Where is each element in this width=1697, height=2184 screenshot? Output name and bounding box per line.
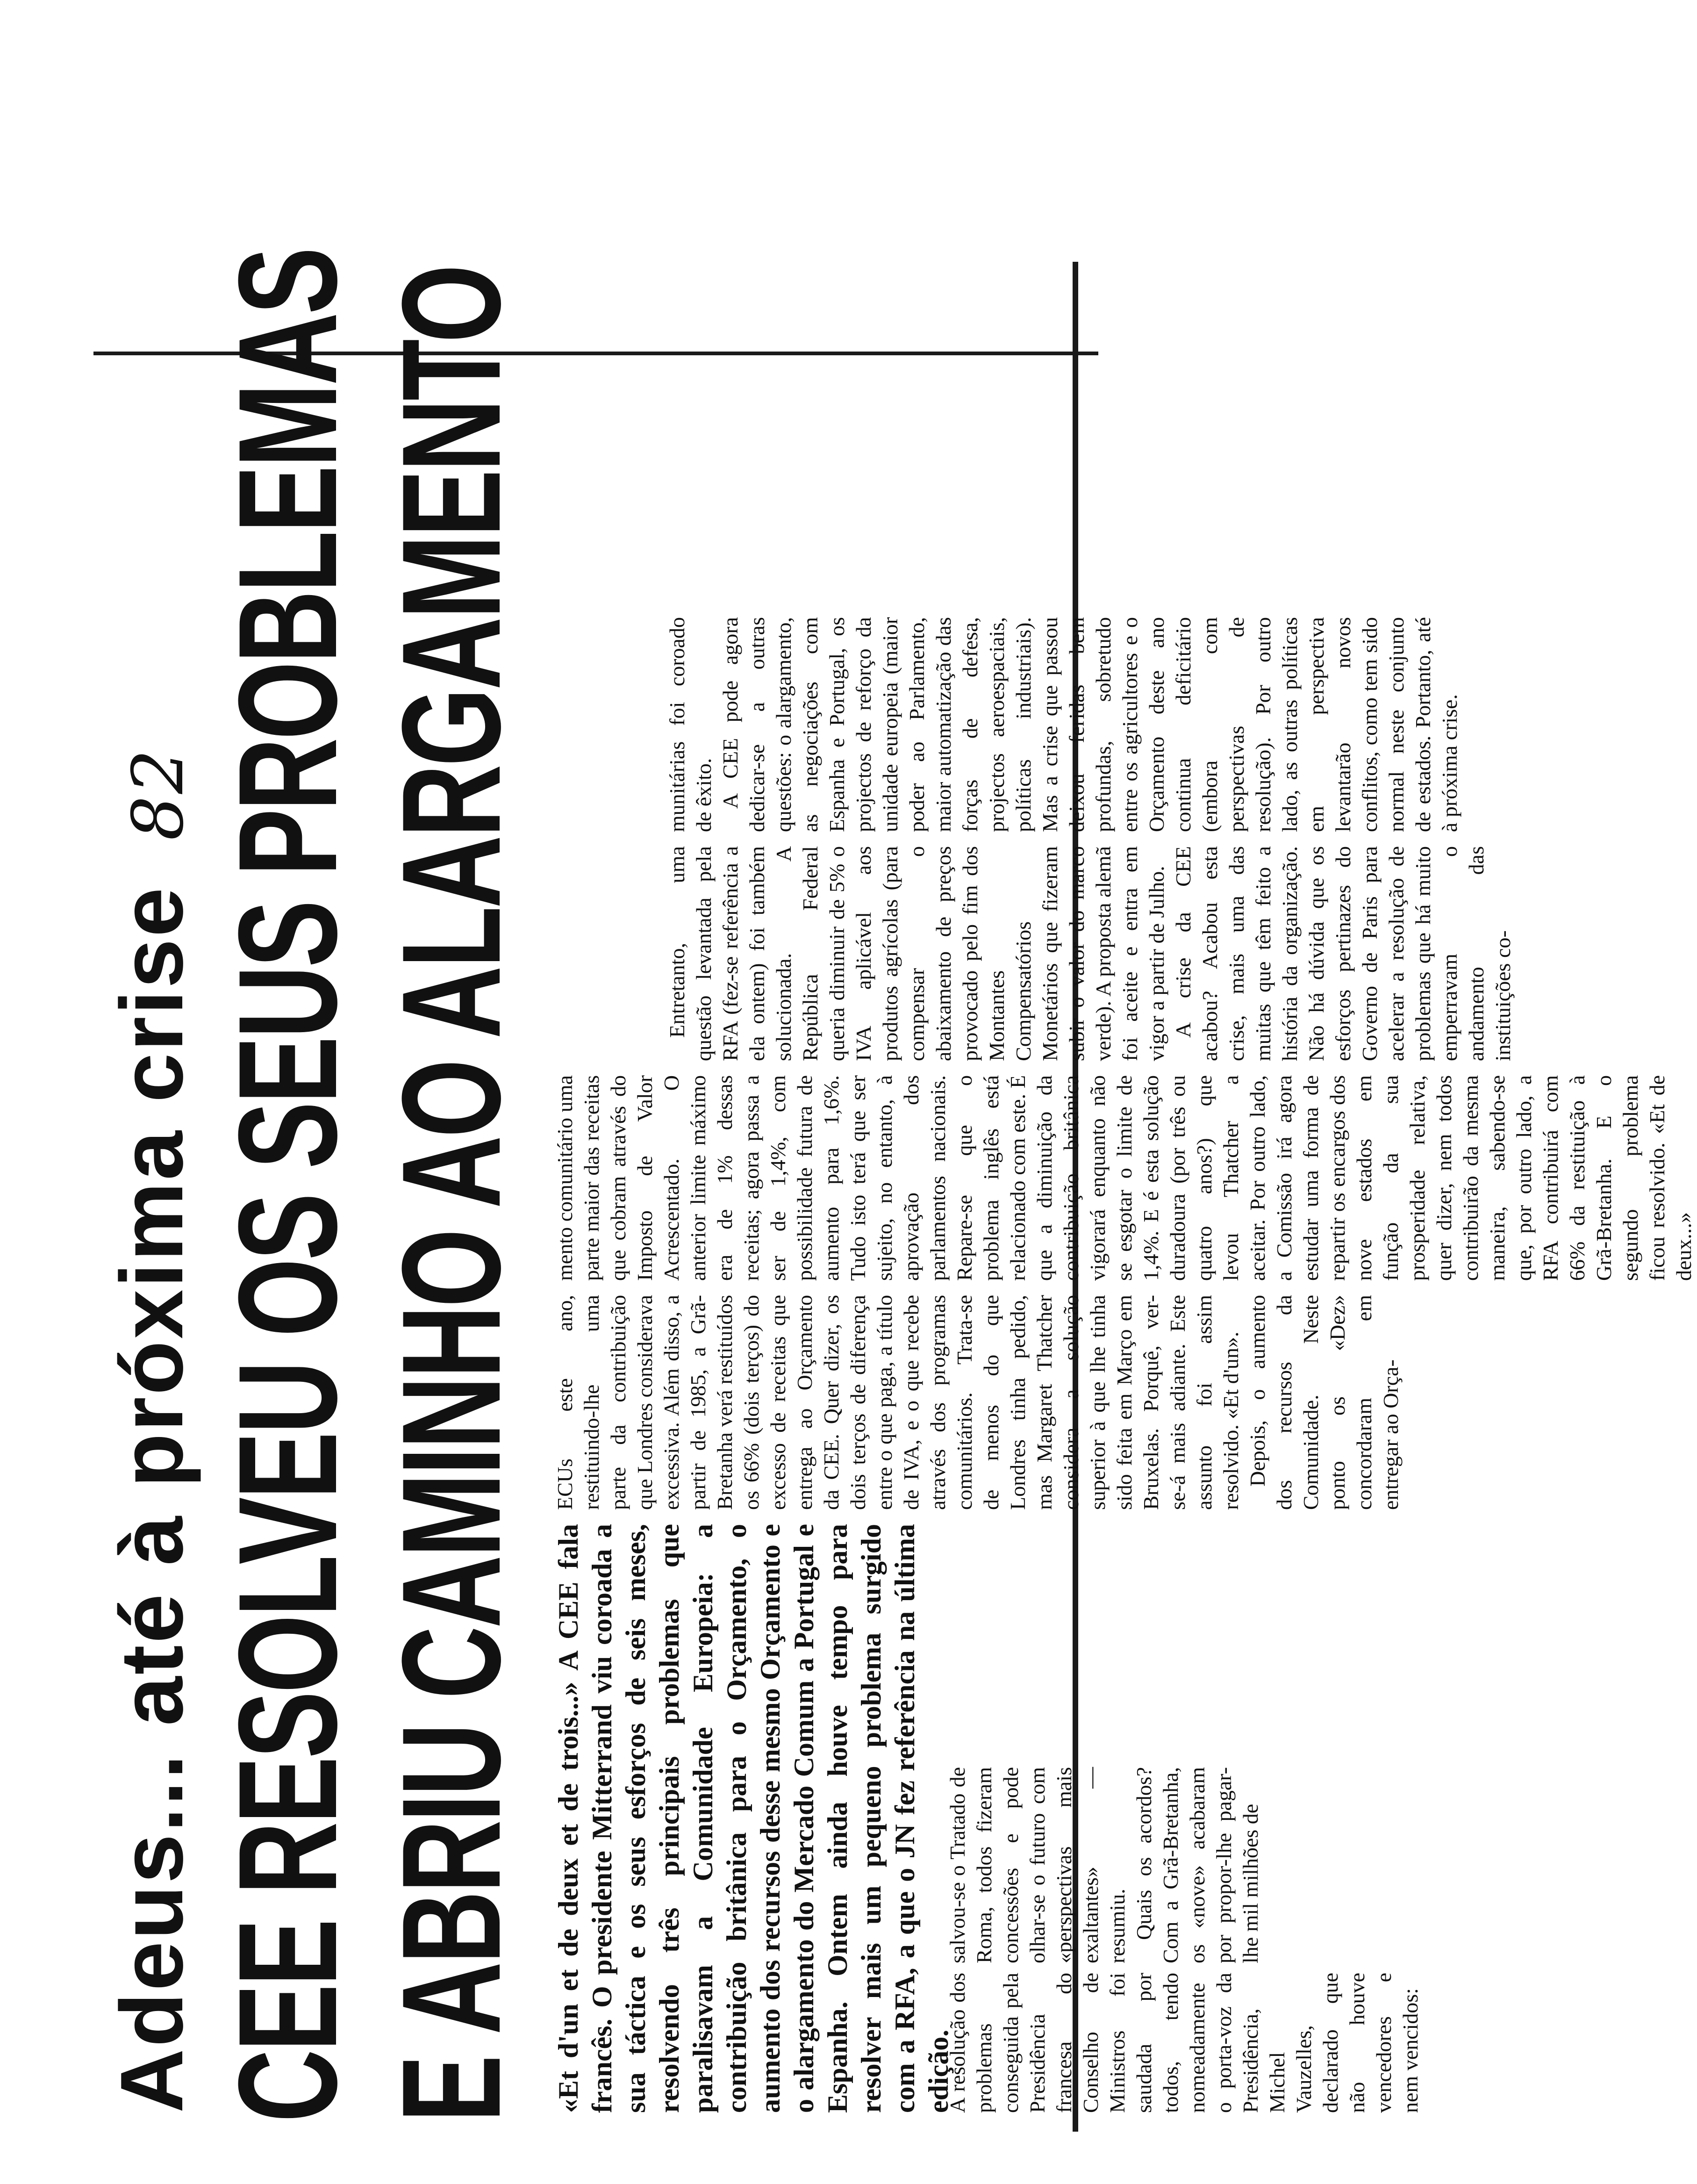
headline-line-1: CEE RESOLVEU OS SEUS PROBLEMAS [209,249,366,2122]
newspaper-clipping [93,249,1696,2132]
article-column-5 [664,846,1516,1061]
kicker-text: Adeus... até à próxima crise [102,885,201,2113]
kicker-line [98,570,206,2113]
paragraph: A resolução dos problemas conseguida pela Presidência francesa do Conselho de Ministros foi saudada por todos, tendo nomeadamente o porta-voz da Presidência, Michel Vauzelles, declarado que não houve vencedores e nem vencidos: [945,1973,1422,2113]
article-column-3 [551,1295,1404,1510]
article-column-2 [944,1767,1264,1963]
headline-line-2: E ABRIU CAMINHO AO ALARGAMENTO [372,266,530,2122]
paragraph: salvou-se o Tratado de Roma, todos fizeram concessões e pode olhar-se o futuro com «perspectivas mais exaltantes» — resumiu. [945,1767,1129,1963]
lead-paragraph: «Et d'un et de deux et de trois...» A CEE fala francês. O presidente Mitterrand viu coroada a sua táctica e os seus esforços de seis meses, resolvendo três principais problemas que paralisavam a Comunidade Europeia: a contribuição britânica para o Orçamento, o aumento dos recursos desse mesmo Orçamento e o alargamento do Mercado Comum a Portugal e Espanha. Ontem ainda houve tempo para resolver mais um pequeno problema surgido com a RFA, a que o JN fez referência na última edição. [553,1524,954,2113]
article-column-1 [944,1973,1424,2113]
paragraph: munitárias foi coroado de êxito. [665,617,716,832]
paragraph: Entretanto, uma questão levantada pela RFA (fez-se referência a ela ontem) foi também solucionada. A República Federal queria diminuir de 5% o IVA aplicável aos produtos agrícolas (para compensar o abaixamento de preços provocado pelo fim dos Montantes Compensatórios Monetários que fizeram subir o valor do marco verde). A proposta alemã foi aceite e entra em vigor a partir de Julho. [665,846,1168,1061]
article-column-4 [551,1075,1697,1281]
paragraph: A CEE pode agora dedicar-se a outras questões: o alargamento, as negociações com Espanha e Portugal, os projectos de reforço da unidade europeia (maior poder ao Parlamento, maior automatização das forças de defesa, projectos aeroespaciais, políticas industriais). Mas a crise que passou deixou feridas bem profundas, sobretudo entre os agricultores e o Orçamento deste ano continua deficitário (embora com perspectivas de resolução). Por outro lado, as outras políticas em perspectiva levantarão novos conflitos, como tem sido normal neste conjunto de estados. Portanto, até à próxima crise. [718,617,1461,832]
paragraph: ECUs este ano, restituindo-lhe uma parte da contribuição que Londres considerava excessiva. Além disso, a partir de 1985, a Grã-Bretanha verá restituídos os 66% (dois terços) do excesso de receitas que entrega ao Orçamento da CEE. Quer dizer, os dois terços de diferença entre o que paga, a título de IVA, e o que recebe através dos programas comunitários. Trata-se de menos do que Londres tinha pedido, mas Margaret Thatcher considera a solução superior à que lhe tinha sido feita em Março em Bruxelas. Porquê, ver-se-á mais adiante. Este assunto foi assim resolvido. «Et d'un». [553,1295,1243,1510]
paragraph: Depois, o aumento dos recursos da Comunidade. Neste ponto os «Dez» concordaram em entregar ao Orça- [1246,1295,1403,1510]
article-column-6 [664,617,1463,832]
paragraph: A crise da CEE acabou? Acabou esta crise, mais uma das muitas que têm feito a história da organização. Não há dúvida que os esforços pertinazes do Governo de Paris para acelerar a resolução de problemas que há muito emperravam o andamento das instituições co- [1171,846,1515,1061]
handwritten-mark: 82 [118,747,199,841]
paragraph: Quais os acordos? Com a Grã-Bretanha, os «nove» acabaram por propor-lhe pagar-lhe mil milhões de [1132,1767,1262,1963]
paragraph: mento comunitário uma parte maior das receitas que cobram através do Imposto de Valor Acrescentado. O anterior limite máximo era de 1% dessas receitas; agora passa a ser de 1,4%, com possibilidade futura de aumento para 1,6%. Tudo isto terá que ser sujeito, no entanto, à aprovação dos parlamentos nacionais. Repare-se que o problema inglês está relacionado com este. É que a diminuição da contribuição britânica vigorará enquanto não se esgotar o limite de 1,4%. E é esta solução duradoura (por três ou quatro anos?) que levou Thatcher a aceitar. Por outro lado, a Comissão irá agora estudar uma forma de repartir os encargos dos nove estados em função da sua prosperidade relativa, quer dizer, nem todos contribuirão da mesma maneira, sabendo-se que, por outro lado, a RFA contribuirá com 66% da restituição à Grã-Bretanha. E o segundo problema ficou resolvido. «Et de deux...» [553,1075,1696,1281]
